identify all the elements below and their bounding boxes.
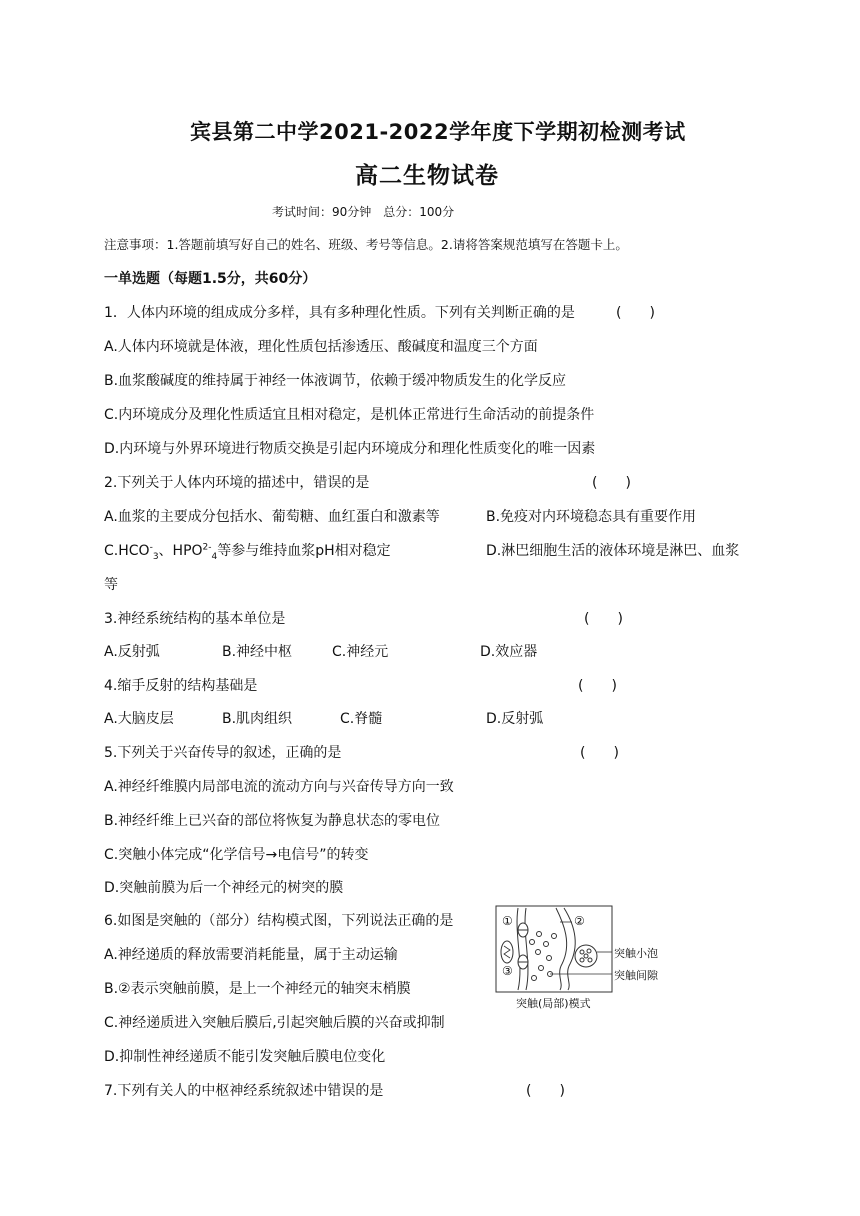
q3-option-a: A.反射弧 (104, 644, 160, 660)
q1-option-b: B.血浆酸碱度的维持属于神经一体液调节，依赖于缓冲物质发生的化学反应 (104, 373, 567, 389)
q1-answer-blank: ( ) (616, 305, 655, 321)
q3-option-d: D.效应器 (480, 644, 538, 660)
q4-option-d: D.反射弧 (486, 711, 544, 727)
section-title: 一单选题（每题1.5分，共60分） (104, 271, 317, 287)
q4-stem: 4.缩手反射的结构基础是 (104, 678, 258, 694)
q5-option-a: A.神经纤维膜内局部电流的流动方向与兴奋传导方向一致 (104, 779, 454, 795)
q1-option-a: A.人体内环境就是体液，理化性质包括渗透压、酸碱度和温度三个方面 (104, 339, 538, 355)
q2-option-c-sup1: - (149, 542, 153, 553)
q2-option-a: A.血浆的主要成分包括水、葡萄糖、血红蛋白和激素等 (104, 509, 440, 525)
synapse-diagram (494, 904, 660, 1012)
figure-label-vesicle: 突触小泡 (614, 947, 658, 960)
q6-option-a: A.神经递质的释放需要消耗能量，属于主动运输 (104, 947, 398, 963)
q2-option-c-sub1: 3 (152, 551, 159, 562)
paper-subtitle: 高二生物试卷 (355, 163, 499, 189)
q6-option-d: D.抑制性神经递质不能引发突触后膜电位变化 (104, 1049, 386, 1065)
q2-option-c (104, 540, 391, 560)
q5-answer-blank: ( ) (580, 745, 619, 761)
q6-option-b: B.②表示突触前膜，是上一个神经元的轴突末梢膜 (104, 981, 411, 997)
q5-option-b: B.神经纤维上已兴奋的部位将恢复为静息状态的零电位 (104, 813, 441, 829)
figure-label-1: ① (502, 914, 513, 928)
q4-option-c: C.脊髓 (340, 711, 383, 727)
q2-option-b: B.免疫对内环境稳态具有重要作用 (486, 509, 697, 525)
q3-option-c: C.神经元 (332, 644, 389, 660)
q5-stem: 5.下列关于兴奋传导的叙述，正确的是 (104, 745, 342, 761)
q3-stem: 3.神经系统结构的基本单位是 (104, 611, 286, 627)
q2-answer-blank: ( ) (592, 475, 631, 491)
q7-answer-blank: ( ) (526, 1083, 565, 1099)
notice: 注意事项：1.答题前填写好自己的姓名、班级、考号等信息。2.请将答案规范填写在答题卡上。 (104, 237, 628, 252)
q6-option-c: C.神经递质进入突触后膜后,引起突触后膜的兴奋或抑制 (104, 1015, 445, 1031)
figure-label-cleft: 突触间隙 (614, 969, 658, 982)
q2-option-c-part3: 等参与维持血浆pH相对稳定 (217, 543, 391, 559)
figure-label-3: ③ (502, 964, 513, 978)
q4-option-a: A.大脑皮层 (104, 711, 174, 727)
q2-option-c-part1: C.HCO (104, 543, 150, 559)
q5-option-d: D.突触前膜为后一个神经元的树突的膜 (104, 880, 344, 896)
q2-option-d: D.淋巴细胞生活的液体环境是淋巴、血浆 (486, 543, 740, 559)
figure-caption: 突触(局部)模式 (516, 997, 591, 1010)
exam-info: 考试时间：90分钟 总分：100分 (272, 205, 455, 219)
q3-answer-blank: ( ) (584, 611, 623, 627)
q4-option-b: B.肌肉组织 (222, 711, 293, 727)
q6-stem: 6.如图是突触的（部分）结构模式图，下列说法正确的是 (104, 913, 454, 929)
figure-label-2: ② (574, 914, 585, 928)
q1-option-d: D.内环境与外界环境进行物质交换是引起内环境成分和理化性质变化的唯一因素 (104, 441, 596, 457)
q1-option-c: C.内环境成分及理化性质适宜且相对稳定，是机体正常进行生命活动的前提条件 (104, 407, 595, 423)
q2-option-d-continuation: 等 (104, 577, 118, 593)
q7-stem: 7.下列有关人的中枢神经系统叙述中错误的是 (104, 1083, 384, 1099)
exam-title: 宾县第二中学2021-2022学年度下学期初检测考试 (190, 120, 686, 144)
q2-option-c-sub2: 4 (211, 551, 218, 562)
q2-option-c-part2: 、HPO (158, 543, 203, 559)
q5-option-c: C.突触小体完成“化学信号→电信号”的转变 (104, 847, 369, 863)
q1-stem: 1．人体内环境的组成成分多样，具有多种理化性质。下列有关判断正确的是 (104, 305, 575, 321)
q2-stem: 2.下列关于人体内环境的描述中，错误的是 (104, 475, 370, 491)
q2-option-c-sup2: 2- (202, 542, 212, 553)
q3-option-b: B.神经中枢 (222, 644, 293, 660)
q4-answer-blank: ( ) (578, 678, 617, 694)
